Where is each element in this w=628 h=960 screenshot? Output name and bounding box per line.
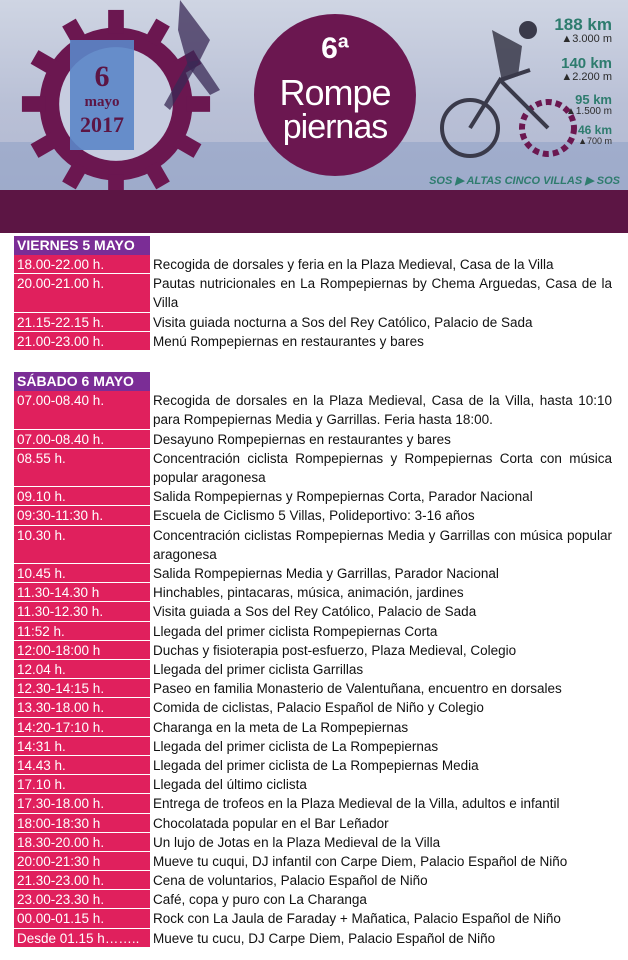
date-day: 6: [94, 60, 110, 93]
saturday-header: SÁBADO 6 MAYO: [14, 372, 150, 391]
schedule-row: 11:52 h. Llegada del primer ciclista Rompepiernas Corta: [14, 622, 614, 641]
distance-188: 188 km ▲3.000 m: [554, 15, 612, 45]
distance-140: 140 km ▲2.200 m: [561, 55, 612, 83]
schedule: [14, 236, 614, 948]
banner-footer-band: [0, 190, 628, 233]
schedule-row: 14:31 h. Llegada del primer ciclista de La Rompepiernas: [14, 737, 614, 756]
schedule-row: Desde 01.15 h…….. Mueve tu cucu, DJ Carpe Diem, Palacio Español de Niño: [14, 929, 614, 948]
schedule-row: 10.30 h. Concentración ciclistas Rompepiernas Media y Garrillas con música popular aragonesa: [14, 526, 614, 564]
section-header-saturday: [14, 372, 614, 391]
friday-header: VIERNES 5 MAYO: [14, 236, 150, 255]
schedule-row: 21.30-23.00 h. Cena de voluntarios, Palacio Español de Niño: [14, 871, 614, 890]
section-gap: [14, 351, 614, 372]
date-year: 2017: [80, 112, 124, 137]
schedule-row: 00.00-01.15 h. Rock con La Jaula de Faraday + Mañatica, Palacio Español de Niño: [14, 909, 614, 928]
schedule-row: 21.00-23.00 h. Menú Rompepiernas en restaurantes y bares: [14, 332, 614, 351]
schedule-row: 17.30-18.00 h. Entrega de trofeos en la Plaza Medieval de la Villa, adultos e infantil: [14, 794, 614, 813]
schedule-row: 20.00-21.00 h. Pautas nutricionales en La Rompepiernas by Chema Arguedas, Casa de la Villa: [14, 274, 614, 312]
schedule-row: 12.04 h. Llegada del primer ciclista Garrillas: [14, 660, 614, 679]
event-banner: [0, 0, 628, 233]
logo-line1: Rompe: [279, 72, 391, 113]
schedule-row: 21.15-22.15 h. Visita guiada nocturna a Sos del Rey Católico, Palacio de Sada: [14, 313, 614, 332]
schedule-row: 09.10 h. Salida Rompepiernas y Rompepiernas Corta, Parador Nacional: [14, 487, 614, 506]
schedule-row: 17.10 h. Llegada del último ciclista: [14, 775, 614, 794]
schedule-row: 08.55 h. Concentración ciclista Rompepiernas y Rompepiernas Corta con música popular aragonesa: [14, 449, 614, 487]
schedule-row: 07.00-08.40 h. Desayuno Rompepiernas en restaurantes y bares: [14, 430, 614, 449]
schedule-row: 12:00-18:00 h Duchas y fisioterapia post-esfuerzo, Plaza Medieval, Colegio: [14, 641, 614, 660]
schedule-row: 10.45 h. Salida Rompepiernas Media y Garrillas, Parador Nacional: [14, 564, 614, 583]
distance-46: 46 km ▲700 m: [577, 123, 612, 146]
distance-95: 95 km ▲1.500 m: [565, 92, 612, 117]
route-text: SOS ▶ ALTAS CINCO VILLAS ▶ SOS: [429, 175, 620, 187]
schedule-row: 23.00-23.30 h. Café, copa y puro con La Charanga: [14, 890, 614, 909]
schedule-row: 18.30-20.00 h. Un lujo de Jotas en la Plaza Medieval de la Villa: [14, 833, 614, 852]
schedule-row: 07.00-08.40 h. Recogida de dorsales en la Plaza Medieval, Casa de la Villa, hasta 10:10 para Rompepiernas Media y Garrillas. Feria hasta 18:00.: [14, 391, 614, 429]
schedule-row: 14:20-17:10 h. Charanga en la meta de La Rompepiernas: [14, 718, 614, 737]
schedule-row: 18.00-22.00 h. Recogida de dorsales y feria en la Plaza Medieval, Casa de la Villa: [14, 255, 614, 274]
schedule-row: 11.30-12.30 h. Visita guiada a Sos del Rey Católico, Palacio de Sada: [14, 602, 614, 621]
cyclist-left-graphic: [140, 0, 260, 150]
logo-line2: piernas: [282, 108, 388, 146]
schedule-row: 12.30-14:15 h. Paseo en familia Monasterio de Valentuñana, encuentro en dorsales: [14, 679, 614, 698]
section-header-friday: [14, 236, 614, 255]
schedule-row: 20:00-21:30 h Mueve tu cuqui, DJ infantil con Carpe Diem, Palacio Español de Niño: [14, 852, 614, 871]
schedule-row: 09:30-11:30 h. Escuela de Ciclismo 5 Villas, Polideportivo: 3-16 años: [14, 506, 614, 525]
schedule-row: 11.30-14.30 h Hinchables, pintacaras, música, animación, jardines: [14, 583, 614, 602]
schedule-row: 14.43 h. Llegada del primer ciclista de La Rompepiernas Media: [14, 756, 614, 775]
schedule-row: 13.30-18.00 h. Comida de ciclistas, Palacio Español de Niño y Colegio: [14, 698, 614, 717]
schedule-row: 18:00-18:30 h Chocolatada popular en el Bar Leñador: [14, 814, 614, 833]
logo-edition: 6ª: [321, 32, 349, 65]
date-month: mayo: [84, 94, 120, 110]
